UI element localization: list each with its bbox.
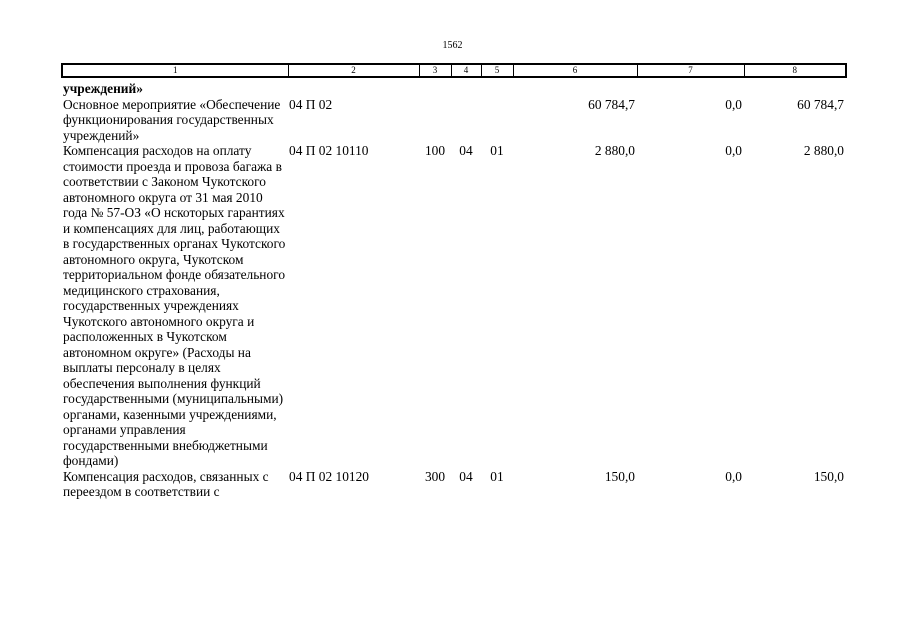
- row-v8: [744, 77, 846, 97]
- row-c5: [481, 77, 513, 97]
- column-number: 1: [62, 64, 288, 77]
- row-c4: 04: [459, 143, 473, 158]
- row-v8: 150,0: [813, 468, 844, 484]
- row-name: Основное мероприятие «Обеспечение функционирования государственных учреждений»: [63, 96, 281, 143]
- row-c5: 01: [490, 143, 504, 158]
- row-v8: 2 880,0: [803, 143, 844, 158]
- row-c3: [419, 77, 451, 97]
- table-row: [62, 469, 846, 500]
- column-number: 3: [419, 64, 451, 77]
- row-code: 04 П 02 10110: [289, 143, 369, 158]
- row-v7: 0,0: [725, 468, 742, 484]
- row-c3: 300: [424, 468, 446, 484]
- row-v7: [637, 77, 744, 97]
- row-v6: 2 880,0: [594, 143, 635, 158]
- column-number: 5: [481, 64, 513, 77]
- table-row: [62, 97, 846, 144]
- row-name: Компенсация расходов, связанных с переездом в соответствии с: [63, 468, 269, 499]
- row-name: учреждений»: [63, 81, 143, 96]
- row-c3: [419, 97, 451, 144]
- table-row: [62, 77, 846, 97]
- row-v6: [513, 77, 637, 97]
- row-c5: [481, 97, 513, 144]
- row-code: 04 П 02: [289, 96, 333, 112]
- column-number: 2: [288, 64, 419, 77]
- column-number: 6: [513, 64, 637, 77]
- row-c4: [451, 77, 481, 97]
- row-c5: 01: [490, 468, 504, 484]
- table-row: [62, 143, 846, 469]
- row-v8: 60 784,7: [797, 96, 844, 112]
- row-v6: 150,0: [604, 468, 635, 484]
- row-c4: [451, 97, 481, 144]
- row-c3: 100: [424, 143, 446, 158]
- row-c4: 04: [459, 468, 473, 484]
- row-code: [288, 77, 419, 97]
- page-number: 1562: [442, 40, 463, 51]
- row-v7: 0,0: [725, 143, 742, 158]
- column-number: 8: [744, 64, 846, 77]
- row-name: Компенсация расходов на оплату стоимости проезда и провоза багажа в соответствии с Законом Чукотского автономного округа от 31 мая 2010 года № 57-ОЗ «О нскоторых гарантиях и компенсациях для лиц, работающих в государственных органах Чукотского автономного округа, Чукотском территориальном фонде обязательного медицинского страхования, государственных учреждениях Чукотского автономного округа и расположенных в Чукотском автономном округе» (Расходы на выплаты персоналу в целях обеспечения выполнения функций государственными (муниципальными) органами, казенными учреждениями, органами управления государственными внебюджетными фондами): [63, 143, 286, 468]
- row-v7: 0,0: [725, 96, 742, 112]
- row-code: 04 П 02 10120: [289, 468, 369, 484]
- budget-table: [61, 63, 847, 500]
- column-number-header: [62, 64, 846, 77]
- column-number: 7: [637, 64, 744, 77]
- row-v6: 60 784,7: [588, 96, 635, 112]
- column-number: 4: [451, 64, 481, 77]
